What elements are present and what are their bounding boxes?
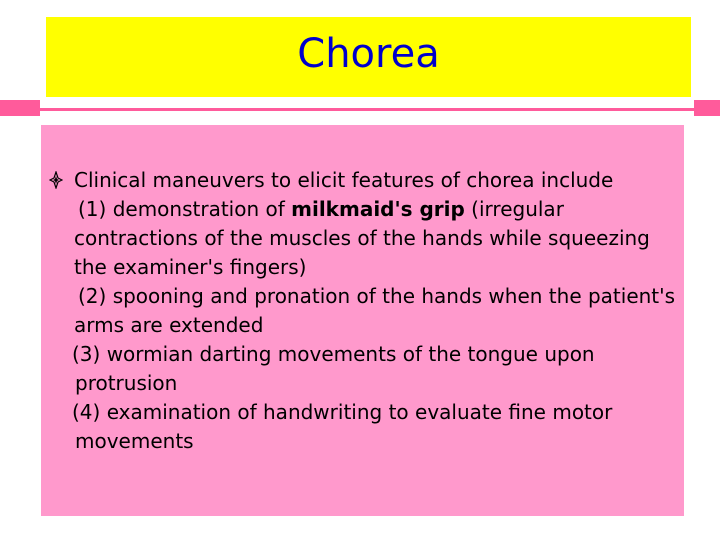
slide-title: Chorea bbox=[297, 31, 440, 77]
list-item bbox=[74, 195, 679, 282]
list-item: (3) wormian darting movements of the tongue upon protrusion bbox=[72, 342, 595, 395]
item-1-bold-term: milkmaid's grip bbox=[291, 197, 465, 221]
item-1-suffix: (irregular contractions of the muscles of the hands while squeezing the examiner's fingers) bbox=[74, 197, 650, 279]
intro-line: Clinical maneuvers to elicit features of chorea include bbox=[74, 168, 614, 192]
diamond-star-bullet-icon bbox=[49, 171, 63, 189]
list-item: (4) examination of handwriting to evaluate fine motor movements bbox=[72, 400, 613, 453]
accent-bar-right bbox=[694, 100, 720, 116]
title-banner bbox=[46, 17, 691, 97]
list-item: (2) spooning and pronation of the hands when the patient's arms are extended bbox=[74, 284, 676, 337]
item-1-prefix: (1) demonstration of bbox=[78, 197, 292, 221]
accent-bar-left bbox=[0, 100, 40, 116]
bullet-text bbox=[74, 166, 679, 456]
accent-divider-line bbox=[40, 108, 694, 111]
